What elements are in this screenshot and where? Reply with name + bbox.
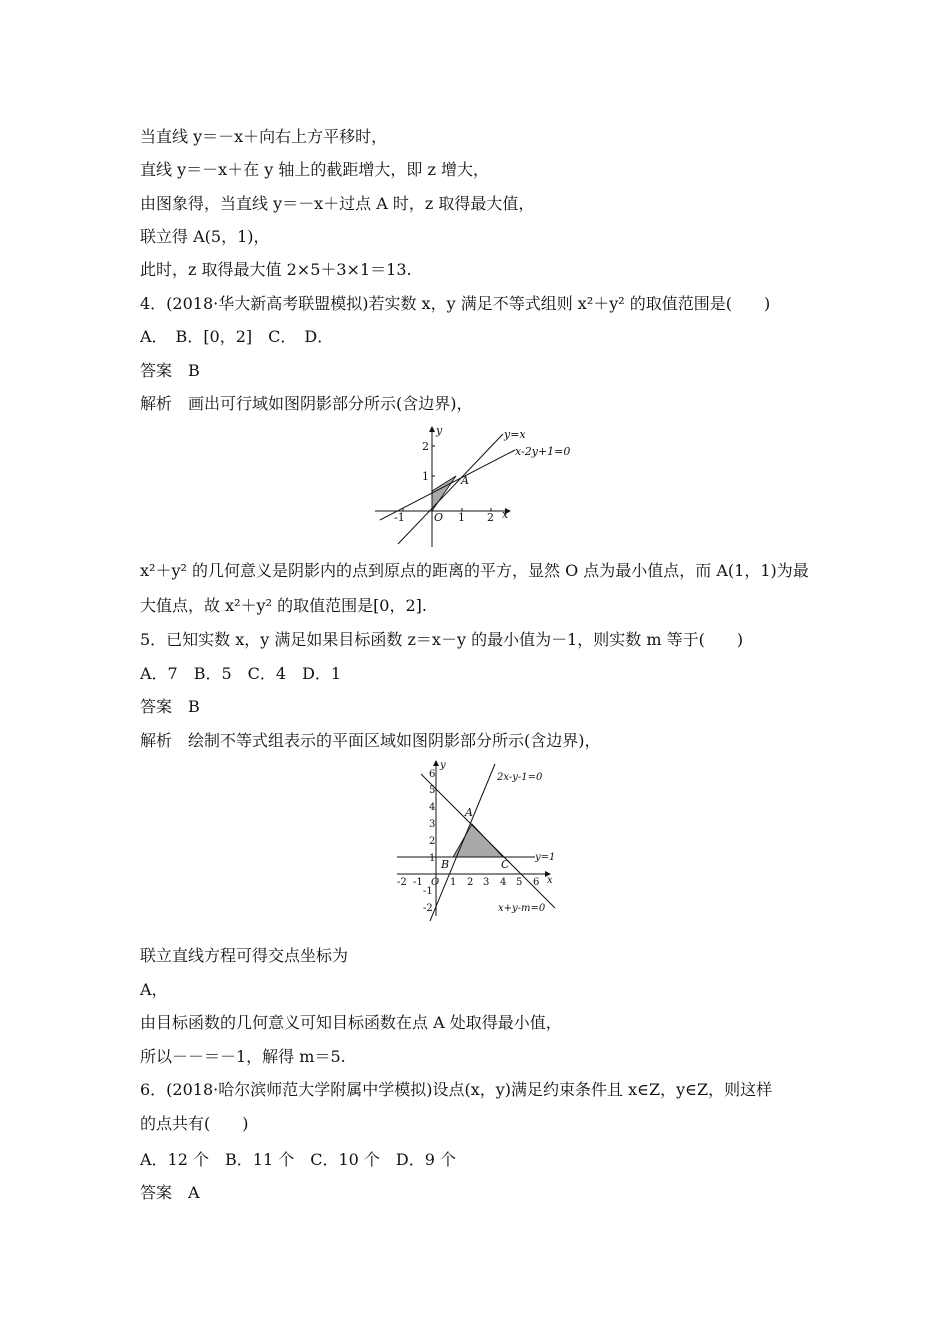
origin-label: O	[431, 877, 440, 888]
tick-label: 5	[516, 877, 523, 888]
axis-label-y: y	[440, 760, 446, 771]
y-arrow	[429, 426, 435, 432]
tick-label: 3	[429, 819, 436, 830]
tick-label: 2	[429, 836, 436, 847]
axis-label-y: y	[436, 424, 443, 437]
text-line: 由目标函数的几何意义可知目标函数在点 A 处取得最小值，	[140, 1013, 562, 1032]
point-label-c: C	[501, 858, 510, 871]
point-label-a: A	[465, 806, 473, 819]
tick-label: -2	[423, 903, 433, 914]
tick-label: 2	[487, 511, 494, 524]
text-line: 直线 y＝－x＋在 y 轴上的截距增大，即 z 增大，	[140, 160, 489, 179]
tick-label: 4	[500, 877, 507, 888]
line-label: x+y-m=0	[498, 903, 546, 914]
tick-label: 3	[483, 877, 490, 888]
line-x-2y-1	[380, 450, 515, 520]
feasible-region-figure-2	[385, 756, 585, 926]
analysis-5: 解析 绘制不等式组表示的平面区域如图阴影部分所示(含边界)，	[140, 731, 601, 750]
question-6: 6．(2018·哈尔滨师范大学附属中学模拟)设点(x，y)满足约束条件且 x∈Z，y∈Z，则这样	[140, 1080, 773, 1099]
text-line: x²＋y² 的几何意义是阴影内的点到原点的距离的平方，显然 O 点为最小值点，而 A(1，1)为最	[140, 561, 809, 580]
line-label: 2x-y-1=0	[497, 772, 543, 783]
tick-label: 1	[458, 511, 465, 524]
axis-label-x: x	[502, 508, 509, 521]
tick-label: 2	[422, 440, 429, 453]
shaded-region	[453, 824, 503, 857]
text-line: 当直线 y＝－x＋向右上方平移时，	[140, 127, 388, 146]
point-label-b: B	[441, 858, 450, 871]
question-5: 5．已知实数 x，y 满足如果目标函数 z＝x－y 的最小值为－1，则实数 m 等于( )	[140, 630, 744, 649]
tick-label: -2	[397, 877, 407, 888]
options-4: A． B．[0，2] C． D．	[140, 327, 334, 346]
line-label: x-2y+1=0	[515, 445, 571, 458]
answer-6: 答案 A	[140, 1183, 200, 1202]
y-arrow	[433, 760, 439, 766]
line-label: y=1	[535, 852, 556, 863]
axis-label-x: x	[547, 875, 553, 886]
text-line: 联立直线方程可得交点坐标为	[140, 946, 349, 965]
text-line: 联立得 A(5，1)，	[140, 227, 270, 246]
text-line: 所以－－＝－1，解得 m＝5.	[140, 1047, 346, 1066]
tick-label: 5	[429, 785, 436, 796]
line-y-eq-x	[398, 434, 503, 544]
shaded-region	[432, 476, 456, 511]
text-line: A，	[140, 980, 168, 999]
tick-label: 1	[429, 853, 436, 864]
options-6: A．12 个 B．11 个 C．10 个 D．9 个	[140, 1150, 456, 1169]
options-5: A．7 B．5 C．4 D．1	[140, 664, 342, 683]
tick-label: 1	[422, 470, 429, 483]
tick-label: 1	[450, 877, 457, 888]
tick-label: 2	[467, 877, 474, 888]
text-line: 大值点，故 x²＋y² 的取值范围是[0，2].	[140, 596, 427, 615]
tick-label: 4	[429, 802, 436, 813]
question-4: 4．(2018·华大新高考联盟模拟)若实数 x，y 满足不等式组则 x²＋y² 的取值范围是( )	[140, 294, 771, 313]
answer-5: 答案 B	[140, 697, 200, 716]
origin-label: O	[434, 511, 444, 524]
tick-label: 6	[429, 769, 436, 780]
text-line: 由图象得，当直线 y＝－x＋过点 A 时，z 取得最大值，	[140, 194, 535, 213]
tick-label: -1	[394, 511, 405, 524]
point-label-a: A	[461, 474, 469, 487]
answer-4: 答案 B	[140, 361, 200, 380]
tick-label: 6	[533, 877, 540, 888]
question-6-cont: 的点共有( )	[140, 1114, 249, 1133]
feasible-region-figure-1	[370, 422, 600, 550]
analysis-4: 解析 画出可行域如图阴影部分所示(含边界)，	[140, 394, 473, 413]
text-line: 此时，z 取得最大值 2×5＋3×1＝13.	[140, 260, 412, 279]
line-label: y=x	[504, 428, 526, 441]
tick-label: -1	[423, 886, 433, 897]
tick-label: -1	[413, 877, 423, 888]
